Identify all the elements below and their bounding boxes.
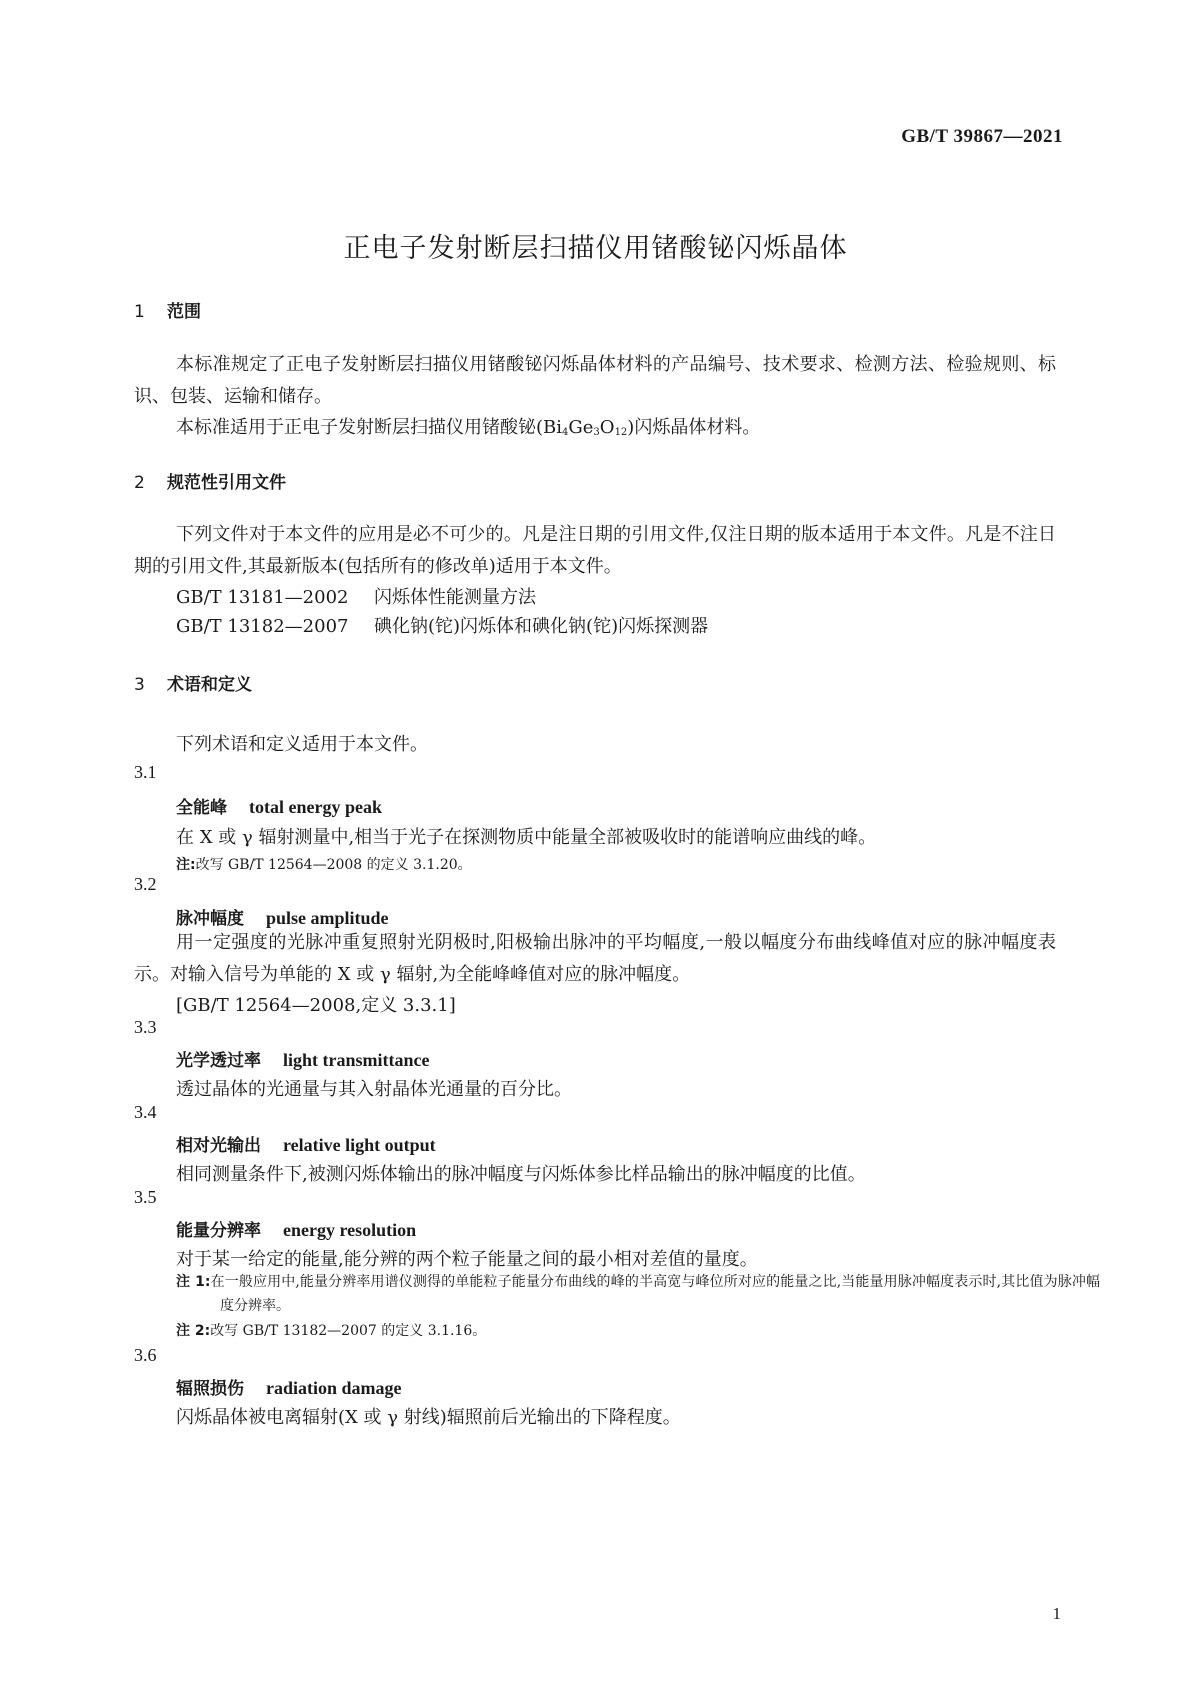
section-2-paragraph: 下列文件对于本文件的应用是必不可少的。凡是注日期的引用文件,仅注日期的版本适用于本文件。凡是不注日期的引用文件,其最新版本(包括所有的修改单)适用于本文件。 [134,524,1056,577]
section-title: 规范性引用文件 [167,473,286,493]
term-heading: 相对光输出 relative light output [176,1135,436,1156]
term-definition: 用一定强度的光脉冲重复照射光阴极时,阳极输出脉冲的平均幅度,一般以幅度分布曲线峰值对应的脉冲幅度表示。对输入信号为单能的 X 或 γ 辐射,为全能峰峰值对应的脉冲幅度。 [134,932,1056,985]
term-number: 3.1 [134,762,157,782]
section-number: 1 [134,302,145,322]
term-note: 注 1:在一般应用中,能量分辨率用谱仪测得的单能粒子能量分布曲线的峰的半高宽与峰位所对应的能量之比,当能量用脉冲幅度表示时,其比值为脉冲幅度分辨率。 [176,1274,1100,1314]
term-heading: 辐照损伤 radiation damage [176,1378,402,1399]
term-source: [GB/T 12564—2008,定义 3.3.1] [176,995,456,1016]
section-1-heading [134,297,201,322]
term-number: 3.4 [134,1102,157,1122]
normative-reference: GB/T 13182—2007 碘化钠(铊)闪烁体和碘化钠(铊)闪烁探测器 [176,616,709,637]
term-definition: 透过晶体的光通量与其入射晶体光通量的百分比。 [176,1079,572,1100]
section-number: 2 [134,473,145,493]
section-3-intro: 下列术语和定义适用于本文件。 [176,734,428,755]
section-number: 3 [134,675,145,695]
term-definition: 闪烁晶体被电离辐射(X 或 γ 射线)辐照前后光输出的下降程度。 [176,1407,681,1428]
section-1-paragraph-1: 本标准规定了正电子发射断层扫描仪用锗酸铋闪烁晶体材料的产品编号、技术要求、检测方法、检验规则、标识、包装、运输和储存。 [134,354,1056,407]
section-title: 术语和定义 [167,675,252,695]
term-heading: 光学透过率 light transmittance [176,1050,430,1071]
term-number: 3.3 [134,1017,157,1037]
term-definition: 相同测量条件下,被测闪烁体输出的脉冲幅度与闪烁体参比样品输出的脉冲幅度的比值。 [176,1164,866,1185]
term-heading: 能量分辨率 energy resolution [176,1220,417,1241]
term-definition: 对于某一给定的能量,能分辨的两个粒子能量之间的最小相对差值的量度。 [176,1249,758,1270]
term-definition: 在 X 或 γ 辐射测量中,相当于光子在探测物质中能量全部被吸收时的能谱响应曲线的峰。 [176,827,877,848]
section-2-heading [134,468,286,493]
section-3-heading [134,670,252,695]
term-note: 注 2:改写 GB/T 13182—2007 的定义 3.1.16。 [176,1323,487,1339]
page-number: 1 [1052,1604,1061,1623]
section-1-paragraph-2: 本标准适用于正电子发射断层扫描仪用锗酸铋$(Bi_4Ge_3O_{12})$闪烁晶体材料。 [176,417,761,438]
standard-code: GB/T 39867—2021 [901,126,1063,147]
term-heading: 脉冲幅度 pulse amplitude [176,908,389,929]
term-number: 3.5 [134,1187,157,1207]
document-title: 正电子发射断层扫描仪用锗酸铋闪烁晶体 [343,233,848,264]
term-number: 3.2 [134,874,157,894]
normative-reference: GB/T 13181—2002 闪烁体性能测量方法 [176,587,536,608]
section-title: 范围 [167,302,201,322]
term-number: 3.6 [134,1345,157,1365]
term-note: 注:改写 GB/T 12564—2008 的定义 3.1.20。 [176,857,472,873]
term-heading: 全能峰 total energy peak [176,797,382,818]
